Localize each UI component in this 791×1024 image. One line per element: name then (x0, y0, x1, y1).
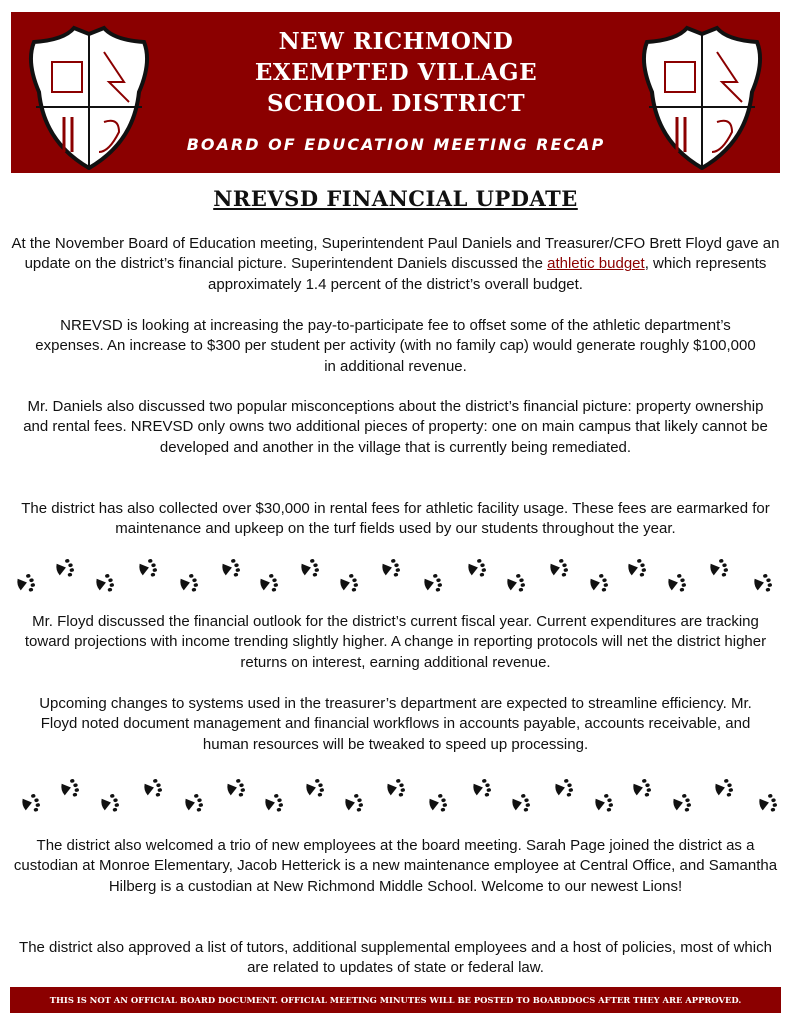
paragraph: Mr. Daniels also discussed two popular misconceptions about the district’s financial picture: property ownership and rental fees. NREVSD only owns two additional pieces of property: one on main campus that likely cannot be developed and another in the village that is currently being remediated. (23, 398, 768, 456)
paw-print-icon (672, 793, 693, 814)
title-line: EXEMPTED VILLAGE (254, 59, 538, 86)
paw-print-icon (632, 778, 653, 799)
paw-print-icon (60, 778, 81, 799)
paw-print-icon (627, 558, 648, 579)
paw-print-icon (21, 793, 42, 814)
paragraph (8, 234, 783, 295)
footer-disclaimer: THIS IS NOT AN OFFICIAL BOARD DOCUMENT. OFFICIAL MEETING MINUTES WILL BE POSTED TO BOARDDOCS AFTER THEY ARE APPROVED. (10, 987, 781, 1013)
paw-print-icon (511, 793, 532, 814)
paw-print-icon (753, 573, 774, 594)
text: At the November Board of Education meeting, Superintendent Paul Daniels and Treasurer/CFO Brett Floyd gave an update on the district’s financial picture. Superintendent Daniels discussed the (11, 235, 780, 273)
paw-print-icon (549, 558, 570, 579)
paw-print-icon (758, 793, 779, 814)
paw-print-divider (0, 775, 791, 815)
paw-print-icon (16, 573, 37, 594)
paw-print-icon (95, 573, 116, 594)
header-banner (11, 12, 780, 173)
title-line: NEW RICHMOND (278, 28, 514, 55)
paw-print-icon (264, 793, 285, 814)
paw-print-icon (506, 573, 527, 594)
title-line: SCHOOL DISTRICT (266, 90, 526, 117)
paw-print-icon (667, 573, 688, 594)
paw-print-icon (554, 778, 575, 799)
paw-print-icon (428, 793, 449, 814)
paw-print-icon (714, 778, 735, 799)
paragraph: Mr. Floyd discussed the financial outlook for the district’s current fiscal year. Current expenditures are tracking toward projections with income trending slightly higher. A change in reporting protocols will net the district higher returns on interest, earning additional revenue. (24, 613, 767, 671)
paw-print-icon (300, 558, 321, 579)
paw-print-icon (472, 778, 493, 799)
paragraph: NREVSD is looking at increasing the pay-to-participate fee to offset some of the athletic department’s expenses. An increase to $300 per student per activity (with no family cap) would generate roughly $100,000 in additional revenue. (35, 317, 756, 375)
article-title: NREVSD FINANCIAL UPDATE (213, 186, 578, 211)
paragraph: The district also welcomed a trio of new employees at the board meeting. Sarah Page joined the district as a custodian at Monroe Elementary, Jacob Hetterick is a new maintenance employee at Central Office, and Samantha Hilberg is a custodian at New Richmond Middle School. Welcome to our newest Lions! (13, 837, 778, 895)
paw-print-icon (589, 573, 610, 594)
paw-print-icon (344, 793, 365, 814)
paragraph: The district has also collected over $30,000 in rental fees for athletic facility usage. These fees are earmarked for maintenance and upkeep on the turf fields used by our students throughout the year. (21, 500, 770, 538)
paw-print-icon (467, 558, 488, 579)
paw-print-icon (423, 573, 444, 594)
school-crest-icon (24, 22, 154, 170)
paw-print-icon (259, 573, 280, 594)
paw-print-icon (339, 573, 360, 594)
paw-print-icon (221, 558, 242, 579)
paw-print-icon (138, 558, 159, 579)
district-name (161, 26, 631, 119)
paw-print-icon (100, 793, 121, 814)
paw-print-divider (0, 555, 791, 595)
paw-print-icon (184, 793, 205, 814)
paw-print-icon (226, 778, 247, 799)
paragraph: Upcoming changes to systems used in the treasurer’s department are expected to streamline efficiency. Mr. Floyd noted document management and financial workflows in accounts payable, accounts receivable, and human resources will be tweaked to speed up processing. (39, 695, 752, 753)
paragraph: The district also approved a list of tutors, additional supplemental employees and a host of policies, most of which are related to updates of state or federal law. (19, 939, 772, 977)
paw-print-icon (55, 558, 76, 579)
paw-print-icon (386, 778, 407, 799)
paw-print-icon (381, 558, 402, 579)
paw-print-icon (594, 793, 615, 814)
athletic-budget-link[interactable]: athletic budget (547, 255, 645, 273)
paw-print-icon (305, 778, 326, 799)
paw-print-icon (179, 573, 200, 594)
text: , which represents approximately 1.4 percent of the district’s overall budget. (208, 255, 767, 293)
school-crest-icon (637, 22, 767, 170)
paw-print-icon (709, 558, 730, 579)
banner-subtitle: BOARD OF EDUCATION MEETING RECAP (186, 135, 606, 154)
paw-print-icon (143, 778, 164, 799)
